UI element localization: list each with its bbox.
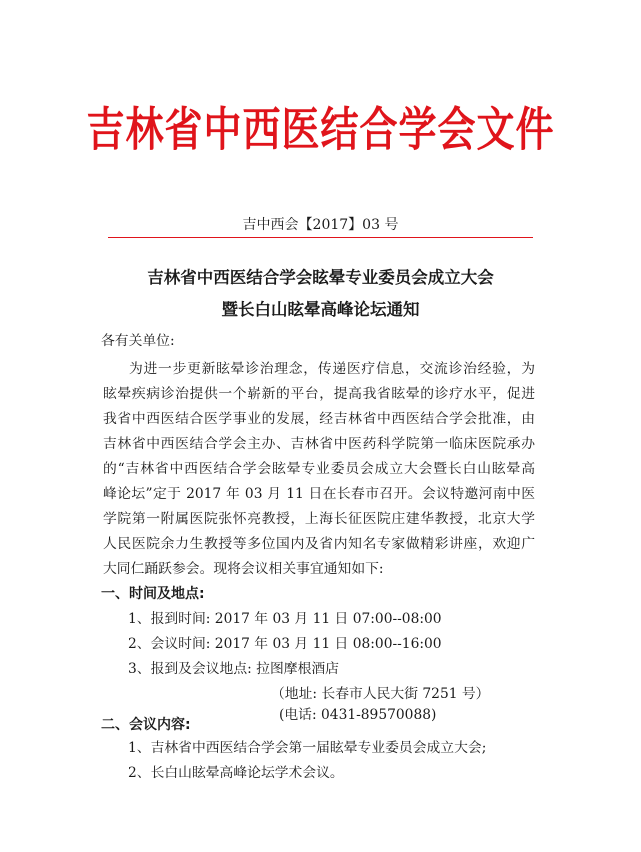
list-item-meeting-time: 2、会议时间: 2017 年 03 月 11 日 08:00--16:00 xyxy=(128,636,442,652)
notice-title-line-1: 吉林省中西医结合学会眩晕专业委员会成立大会 xyxy=(147,268,494,287)
body-line: 眩晕疾病诊治提供一个崭新的平台，提高我省眩晕的诊疗水平，促进 xyxy=(103,386,535,402)
list-item-content-2: 2、长白山眩晕高峰论坛学术会议。 xyxy=(128,765,344,781)
document-number: 吉中西会【2017】03 号 xyxy=(242,217,399,233)
salutation: 各有关单位: xyxy=(101,333,175,349)
notice-title-line-2: 暨长白山眩晕高峰论坛通知 xyxy=(221,300,420,319)
body-line: 峰论坛”定于 2017 年 03 月 11 日在长春市召开。会议特邀河南中医 xyxy=(103,486,535,502)
venue-address: （地址: 长春市人民大街 7251 号） xyxy=(271,686,490,702)
body-line: 吉林省中西医结合学会主办、吉林省中医药科学院第一临床医院承办 xyxy=(103,436,535,452)
body-line: 人民医院余力生教授等多位国内及省内知名专家做精彩讲座，欢迎广 xyxy=(103,536,535,552)
body-line: 学院第一附属医院张怀亮教授，上海长征医院庄建华教授，北京大学 xyxy=(103,511,535,527)
list-item-content-1: 1、吉林省中西医结合学会第一届眩晕专业委员会成立大会; xyxy=(128,740,487,756)
document-header-title: 吉林省中西医结合学会文件 xyxy=(86,102,555,157)
body-line: 大同仁踊跃参会。现将会议相关事宜通知如下: xyxy=(103,561,384,577)
section-heading-time-location: 一、时间及地点: xyxy=(101,586,205,602)
section-heading-meeting-content: 二、会议内容: xyxy=(101,717,191,733)
list-item-checkin-time: 1、报到时间: 2017 年 03 月 11 日 07:00--08:00 xyxy=(128,611,442,627)
list-item-venue: 3、报到及会议地点: 拉图摩根酒店 xyxy=(128,661,339,677)
body-line: 的“吉林省中西医结合学会眩晕专业委员会成立大会暨长白山眩晕高 xyxy=(103,461,535,477)
venue-phone: (电话: 0431-89570088) xyxy=(279,707,437,723)
body-line: 我省中西医结合医学事业的发展，经吉林省中西医结合学会批准，由 xyxy=(103,411,535,427)
red-divider-line xyxy=(108,237,533,238)
body-line: 为进一步更新眩晕诊治理念，传递医疗信息，交流诊治经验，为 xyxy=(129,361,535,377)
